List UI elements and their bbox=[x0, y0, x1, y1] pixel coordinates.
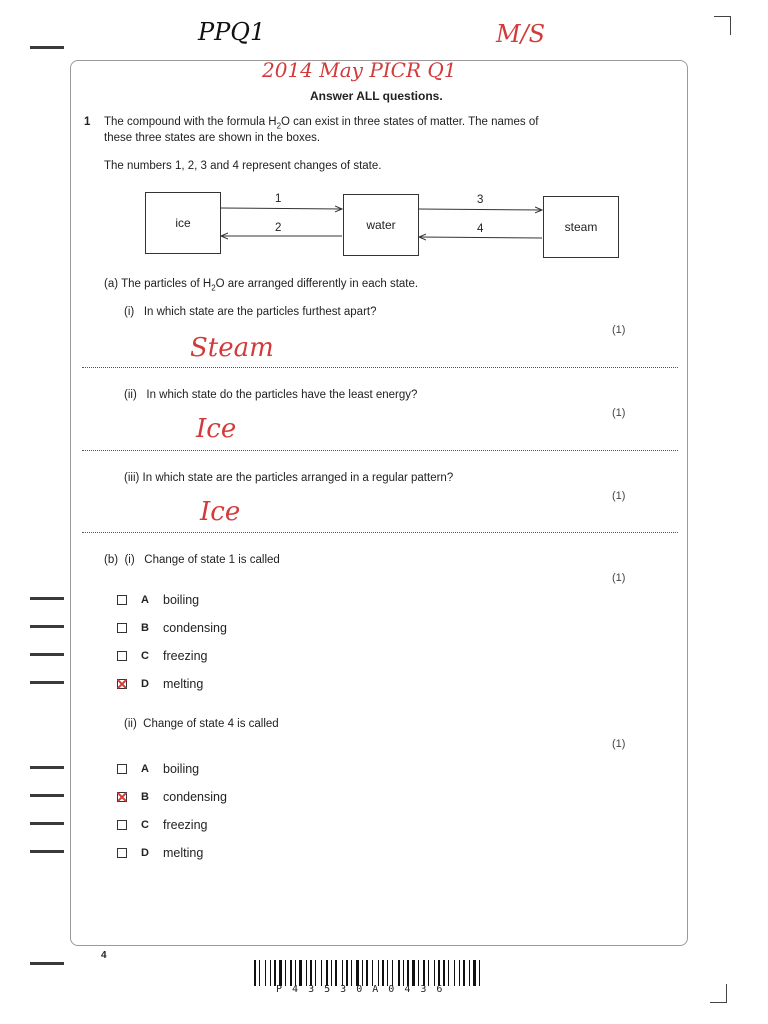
checkbox[interactable] bbox=[117, 595, 127, 605]
option-b-ii-c[interactable]: C freezing bbox=[117, 818, 207, 832]
answer-a-i[interactable]: Steam bbox=[190, 333, 274, 363]
state-box-steam: steam bbox=[543, 196, 619, 258]
option-b-ii-d[interactable]: D melting bbox=[117, 846, 203, 860]
barcode-bar bbox=[454, 960, 455, 986]
barcode-bar bbox=[418, 960, 419, 986]
barcode-bar bbox=[356, 960, 359, 986]
barcode-bar bbox=[403, 960, 404, 986]
barcode-bar bbox=[346, 960, 348, 986]
question-b-i: (b) (i) Change of state 1 is called bbox=[104, 554, 280, 566]
barcode-bar bbox=[434, 960, 435, 986]
barcode-bar bbox=[477, 960, 478, 986]
marks-a-ii: (1) bbox=[612, 407, 626, 419]
barcode-bar bbox=[326, 960, 328, 986]
answer-line-a-i bbox=[82, 367, 678, 368]
barcode-bar bbox=[362, 960, 363, 986]
barcode-bar bbox=[374, 960, 377, 986]
barcode-bar bbox=[387, 960, 388, 986]
checkbox-checked[interactable] bbox=[117, 679, 127, 689]
ppq-annotation: PPQ1 bbox=[198, 18, 266, 46]
barcode-bar bbox=[303, 960, 305, 986]
page-number: 4 bbox=[101, 950, 107, 961]
barcode-bar bbox=[446, 960, 447, 986]
barcode-bar bbox=[428, 960, 429, 986]
barcode-bar bbox=[426, 960, 427, 986]
barcode-bar bbox=[410, 960, 411, 986]
arrow-label-4: 4 bbox=[477, 223, 484, 235]
checkbox[interactable] bbox=[117, 848, 127, 858]
barcode-bar bbox=[401, 960, 402, 986]
barcode-bar bbox=[398, 960, 400, 986]
option-b-ii-b[interactable]: B condensing bbox=[117, 790, 227, 804]
corner-mark-bottom-right bbox=[710, 984, 727, 1003]
barcode-bar bbox=[407, 960, 409, 986]
barcode-bar bbox=[353, 960, 355, 986]
arrow-3 bbox=[418, 209, 542, 210]
barcode-bar bbox=[313, 960, 314, 986]
barcode-bar bbox=[306, 960, 307, 986]
marks-a-iii: (1) bbox=[612, 490, 626, 502]
answer-line-a-ii bbox=[82, 450, 678, 451]
barcode-bar bbox=[450, 960, 453, 986]
barcode-bar bbox=[360, 960, 361, 986]
barcode-bar bbox=[310, 960, 312, 986]
barcode-bar bbox=[270, 960, 271, 986]
barcode-bar bbox=[259, 960, 260, 986]
barcode-bar bbox=[317, 960, 320, 986]
answer-a-iii[interactable]: Ice bbox=[200, 497, 241, 527]
option-b-i-b[interactable]: B condensing bbox=[117, 621, 227, 635]
barcode-bar bbox=[463, 960, 465, 986]
sidebar-mark bbox=[30, 962, 64, 965]
barcode-bar bbox=[299, 960, 302, 986]
barcode-bar bbox=[321, 960, 322, 986]
barcode-bar bbox=[369, 960, 371, 986]
barcode-bar bbox=[254, 960, 256, 986]
question-intro: The compound with the formula $H_2O$ can exist in three states of matter. The names of these three states are shown in the boxes. bbox=[104, 116, 539, 145]
question-b-ii: (ii) Change of state 4 is called bbox=[124, 718, 279, 730]
sidebar-mark bbox=[30, 653, 64, 656]
barcode-bar bbox=[378, 960, 379, 986]
barcode-bar bbox=[405, 960, 406, 986]
checkbox[interactable] bbox=[117, 623, 127, 633]
barcode-bar bbox=[389, 960, 391, 986]
barcode-bar bbox=[416, 960, 417, 986]
barcode-bar bbox=[479, 960, 480, 986]
barcode-bar bbox=[272, 960, 273, 986]
barcode-bar bbox=[448, 960, 449, 986]
paper-reference-annotation: 2014 May PICR Q1 bbox=[262, 58, 457, 82]
barcode-bar bbox=[423, 960, 425, 986]
barcode-bar bbox=[290, 960, 292, 986]
marks-a-i: (1) bbox=[612, 324, 626, 336]
barcode-bar bbox=[261, 960, 264, 986]
barcode-bar bbox=[329, 960, 330, 986]
barcode-bar bbox=[344, 960, 345, 986]
barcode-bar bbox=[469, 960, 470, 986]
barcode-bar bbox=[456, 960, 458, 986]
barcode-bar bbox=[351, 960, 352, 986]
state-box-ice: ice bbox=[145, 192, 221, 254]
barcode-bar bbox=[394, 960, 397, 986]
barcode-bar bbox=[438, 960, 440, 986]
sidebar-mark bbox=[30, 625, 64, 628]
option-b-i-a[interactable]: A boiling bbox=[117, 593, 199, 607]
sidebar-mark bbox=[30, 766, 64, 769]
state-change-arrows bbox=[0, 0, 768, 300]
barcode-bar bbox=[420, 960, 422, 986]
barcode-bar bbox=[342, 960, 343, 986]
state-box-water: water bbox=[343, 194, 419, 256]
part-a-stem: (a) The particles of $H_2O$ are arranged differently in each state. bbox=[104, 278, 419, 293]
barcode-bar bbox=[279, 960, 282, 986]
barcode-bar bbox=[323, 960, 325, 986]
instruction-heading: Answer ALL questions. bbox=[310, 89, 443, 103]
barcode-bar bbox=[473, 960, 476, 986]
barcode-bar bbox=[392, 960, 393, 986]
sidebar-mark bbox=[30, 794, 64, 797]
marks-b-i: (1) bbox=[612, 572, 626, 584]
answer-line-a-iii bbox=[82, 532, 678, 533]
barcode-bar bbox=[297, 960, 298, 986]
barcode-bar bbox=[382, 960, 384, 986]
option-b-i-d[interactable]: D melting bbox=[117, 677, 203, 691]
barcode-bar bbox=[265, 960, 266, 986]
barcode-bar bbox=[283, 960, 284, 986]
barcode-bar bbox=[459, 960, 460, 986]
question-a-i: (i) In which state are the particles furthest apart? bbox=[124, 306, 377, 318]
option-b-ii-a[interactable]: A boiling bbox=[117, 762, 199, 776]
checkbox[interactable] bbox=[117, 651, 127, 661]
option-b-i-c[interactable]: C freezing bbox=[117, 649, 207, 663]
barcode-bar bbox=[366, 960, 368, 986]
barcode-bar bbox=[285, 960, 286, 986]
barcode-bar bbox=[315, 960, 316, 986]
checkbox-checked[interactable] bbox=[117, 792, 127, 802]
barcode-bar bbox=[257, 960, 258, 986]
barcode-bar bbox=[331, 960, 332, 986]
barcode-bar bbox=[481, 960, 483, 986]
arrow-label-2: 2 bbox=[275, 222, 282, 234]
barcode-bar bbox=[333, 960, 334, 986]
sidebar-mark bbox=[30, 850, 64, 853]
arrow-1 bbox=[220, 208, 342, 209]
barcode-bar bbox=[436, 960, 437, 986]
barcode-bar bbox=[430, 960, 433, 986]
barcode-bar bbox=[274, 960, 276, 986]
barcode-bar bbox=[295, 960, 296, 986]
marks-b-ii: (1) bbox=[612, 738, 626, 750]
barcode-bar bbox=[466, 960, 468, 986]
barcode-bar bbox=[471, 960, 472, 986]
checkbox[interactable] bbox=[117, 820, 127, 830]
question-a-iii: (iii) In which state are the particles arranged in a regular pattern? bbox=[124, 472, 454, 484]
mark-scheme-annotation: M/S bbox=[496, 20, 546, 48]
barcode-bar bbox=[364, 960, 365, 986]
barcode-bar bbox=[441, 960, 442, 986]
sidebar-mark bbox=[30, 822, 64, 825]
barcode bbox=[254, 960, 504, 986]
barcode-bar bbox=[308, 960, 309, 986]
barcode-bar bbox=[349, 960, 350, 986]
arrow-label-1: 1 bbox=[275, 193, 282, 205]
barcode-bar bbox=[277, 960, 278, 986]
checkbox[interactable] bbox=[117, 764, 127, 774]
barcode-bar bbox=[338, 960, 341, 986]
barcode-bar bbox=[412, 960, 415, 986]
barcode-bar bbox=[443, 960, 445, 986]
barcode-bar bbox=[335, 960, 337, 986]
arrow-4 bbox=[419, 237, 542, 238]
barcode-bar bbox=[287, 960, 289, 986]
barcode-bar bbox=[385, 960, 386, 986]
barcode-text: P 4 3 5 3 0 A 0 4 3 6 bbox=[276, 984, 445, 995]
barcode-bar bbox=[293, 960, 294, 986]
barcode-bar bbox=[461, 960, 462, 986]
question-number: 1 bbox=[84, 116, 91, 128]
answer-a-ii[interactable]: Ice bbox=[196, 414, 237, 444]
sidebar-mark bbox=[30, 597, 64, 600]
arrow-label-3: 3 bbox=[477, 194, 484, 206]
barcode-bar bbox=[372, 960, 373, 986]
barcode-bar bbox=[380, 960, 381, 986]
sidebar-mark bbox=[30, 681, 64, 684]
question-numbers-text: The numbers 1, 2, 3 and 4 represent changes of state. bbox=[104, 160, 382, 172]
barcode-bar bbox=[267, 960, 269, 986]
question-a-ii: (ii) In which state do the particles have the least energy? bbox=[124, 389, 418, 401]
